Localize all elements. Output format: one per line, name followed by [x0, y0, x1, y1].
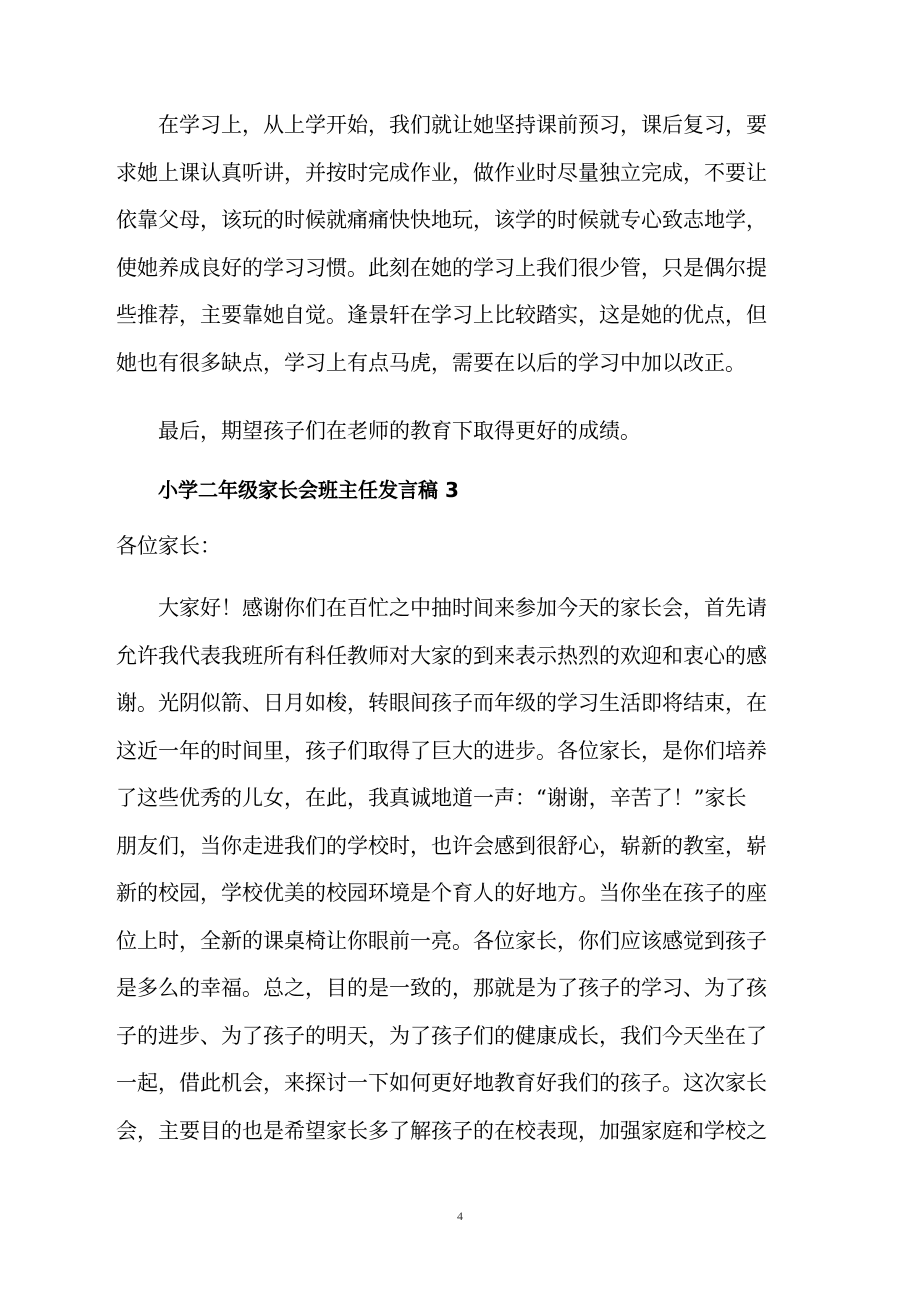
text-line: 谢。光阴似箭、日月如梭，转眼间孩子而年级的学习生活即将结束，在 — [116, 691, 767, 715]
text-line: 新的校园，学校优美的校园环境是个育人的好地方。当你坐在孩子的座 — [116, 881, 767, 905]
text-line: 是多么的幸福。总之，目的是一致的，那就是为了孩子的学习、为了孩 — [116, 976, 767, 1000]
text-line: 会，主要目的也是希望家长多了解孩子的在校表现，加强家庭和学校之 — [116, 1118, 767, 1143]
text-line: 允许我代表我班所有科任教师对大家的到来表示热烈的欢迎和衷心的感 — [116, 643, 767, 668]
section-heading: 小学二年级家长会班主任发言稿 3 — [158, 478, 459, 502]
text-line: 各位家长： — [116, 534, 221, 558]
text-line: 她也有很多缺点，学习上有点马虎，需要在以后的学习中加以改正。 — [116, 350, 746, 375]
text-line: 了这些优秀的儿女，在此，我真诚地道一声：“谢谢，辛苦了！”家长 — [116, 786, 747, 810]
text-line: 些推荐，主要靠她自觉。逢景轩在学习上比较踏实，这是她的优点，但 — [116, 303, 767, 327]
text-line: 在学习上，从上学开始，我们就让她坚持课前预习，课后复习，要 — [158, 113, 767, 137]
text-line: 大家好！感谢你们在百忙之中抽时间来参加今天的家长会，首先请 — [158, 596, 767, 620]
text-line: 位上时，全新的课桌椅让你眼前一亮。各位家长，你们应该感觉到孩子 — [116, 928, 767, 953]
salutation — [116, 523, 796, 571]
text-line: 一起，借此机会，来探讨一下如何更好地教育好我们的孩子。这次家长 — [116, 1071, 767, 1095]
text-line: 使她养成良好的学习习惯。此刻在她的学习上我们很少管，只是偶尔提 — [116, 255, 767, 280]
text-line: 朋友们，当你走进我们的学校时，也许会感到很舒心，崭新的教室，崭 — [116, 833, 767, 858]
text-line: 子的进步、为了孩子的明天，为了孩子们的健康成长，我们今天坐在了 — [116, 1023, 767, 1048]
page-number: 4 — [457, 1209, 463, 1223]
paragraph-speech-body — [116, 585, 796, 1155]
text-line: 这近一年的时间里，孩子们取得了巨大的进步。各位家长，是你们培养 — [116, 738, 767, 763]
text-line: 依靠父母，该玩的时候就痛痛快快地玩，该学的时候就专心致志地学， — [116, 208, 767, 232]
paragraph-study-habits — [116, 102, 796, 387]
text-line: 最后，期望孩子们在老师的教育下取得更好的成绩。 — [158, 419, 641, 443]
text-line: 求她上课认真听讲，并按时完成作业，做作业时尽量独立完成，不要让 — [116, 160, 767, 185]
paragraph-closing — [116, 408, 796, 456]
